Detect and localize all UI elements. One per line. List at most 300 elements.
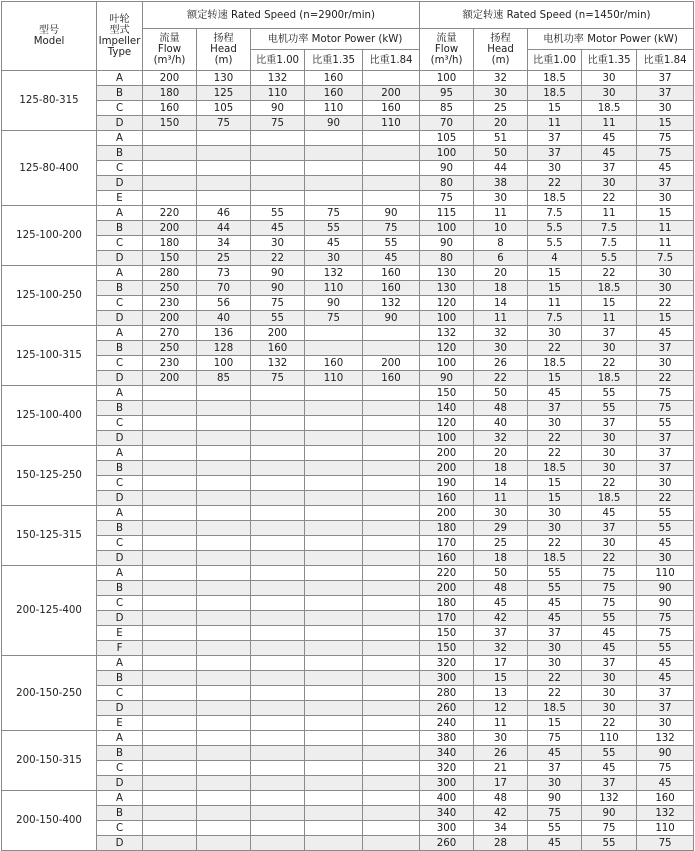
power-ratio-100-cell-1450: 18.5 — [528, 701, 582, 716]
power-ratio-135-cell-1450: 30 — [582, 86, 637, 101]
head-cell-2900: 70 — [197, 281, 251, 296]
power-ratio-100-cell-2900 — [251, 746, 305, 761]
impeller-type-cell: D — [97, 491, 143, 506]
power-ratio-184-cell-1450: 30 — [637, 716, 694, 731]
power-ratio-135-cell-2900 — [305, 476, 363, 491]
model-name-cell: 125-80-400 — [2, 131, 97, 206]
head-cell-2900 — [197, 806, 251, 821]
power-ratio-135-cell-2900 — [305, 326, 363, 341]
power-ratio-184-cell-1450: 37 — [637, 341, 694, 356]
head-cell-2900 — [197, 461, 251, 476]
power-ratio-135-cell-1450: 110 — [582, 731, 637, 746]
impeller-type-cell: C — [97, 236, 143, 251]
flow-header-en: Flow — [434, 44, 459, 55]
power-ratio-135-cell-2900: 110 — [305, 101, 363, 116]
power-ratio-184-cell-2900 — [363, 446, 420, 461]
flow-cell-2900 — [143, 431, 197, 446]
head-cell-1450: 48 — [474, 401, 528, 416]
power-ratio-100-cell-2900 — [251, 506, 305, 521]
flow-cell-1450: 80 — [420, 176, 474, 191]
impeller-type-cell: C — [97, 476, 143, 491]
head-cell-1450: 48 — [474, 581, 528, 596]
power-ratio-184-cell-1450: 30 — [637, 356, 694, 371]
table-row — [2, 776, 694, 791]
power-ratio-135-cell-2900 — [305, 131, 363, 146]
power-ratio-184-cell-1450: 30 — [637, 281, 694, 296]
flow-cell-2900: 270 — [143, 326, 197, 341]
power-ratio-135-cell-1450: 75 — [582, 566, 637, 581]
head-cell-2900: 128 — [197, 341, 251, 356]
power-ratio-100-cell-2900 — [251, 761, 305, 776]
table-row — [2, 731, 694, 746]
head-header-zh: 扬程 — [490, 33, 511, 44]
table-row — [2, 551, 694, 566]
power-ratio-100-cell-2900 — [251, 386, 305, 401]
power-ratio-184-cell-1450: 37 — [637, 71, 694, 86]
impeller-type-cell: B — [97, 461, 143, 476]
flow-cell-1450: 170 — [420, 536, 474, 551]
power-ratio-135-cell-2900 — [305, 551, 363, 566]
flow-cell-2900: 250 — [143, 281, 197, 296]
table-row — [2, 836, 694, 851]
model-header-zh: 型号 — [38, 25, 60, 36]
power-ratio-184-cell-2900 — [363, 566, 420, 581]
power-ratio-100-cell-1450: 15 — [528, 266, 582, 281]
table-row — [2, 266, 694, 281]
head-cell-2900 — [197, 791, 251, 806]
impeller-type-cell: D — [97, 611, 143, 626]
head-header-2900 — [197, 29, 251, 71]
flow-cell-1450: 100 — [420, 71, 474, 86]
head-cell-2900 — [197, 596, 251, 611]
power-ratio-100-cell-2900 — [251, 836, 305, 851]
flow-cell-2900: 250 — [143, 341, 197, 356]
power-ratio-100-cell-1450: 7.5 — [528, 311, 582, 326]
table-row — [2, 176, 694, 191]
power-ratio-135-cell-2900 — [305, 791, 363, 806]
power-ratio-100-cell-2900 — [251, 731, 305, 746]
impeller-type-cell: C — [97, 686, 143, 701]
power-ratio-100-cell-1450: 22 — [528, 176, 582, 191]
power-ratio-135-cell-1450: 45 — [582, 641, 637, 656]
impeller-type-cell: B — [97, 521, 143, 536]
power-ratio-135-cell-1450: 22 — [582, 266, 637, 281]
table-row — [2, 746, 694, 761]
power-ratio-184-cell-2900: 160 — [363, 266, 420, 281]
flow-cell-2900 — [143, 716, 197, 731]
flow-cell-1450: 140 — [420, 401, 474, 416]
power-ratio-184-cell-2900 — [363, 551, 420, 566]
power-ratio-184-cell-2900: 75 — [363, 221, 420, 236]
table-row — [2, 521, 694, 536]
table-row — [2, 611, 694, 626]
power-ratio-135-cell-1450: 55 — [582, 836, 637, 851]
power-ratio-135-cell-2900 — [305, 686, 363, 701]
power-ratio-135-cell-2900 — [305, 701, 363, 716]
power-ratio-100-cell-2900 — [251, 716, 305, 731]
power-ratio-135-cell-2900 — [305, 596, 363, 611]
flow-cell-2900 — [143, 386, 197, 401]
head-cell-1450: 25 — [474, 536, 528, 551]
power-ratio-100-cell-1450: 37 — [528, 626, 582, 641]
power-ratio-135-cell-1450: 90 — [582, 806, 637, 821]
flow-cell-2900 — [143, 671, 197, 686]
table-row — [2, 506, 694, 521]
table-row — [2, 626, 694, 641]
impeller-type-cell: D — [97, 551, 143, 566]
head-cell-1450: 48 — [474, 791, 528, 806]
pump-performance-table — [1, 1, 694, 851]
power-ratio-135-cell-1450: 45 — [582, 626, 637, 641]
power-ratio-184-cell-1450: 45 — [637, 656, 694, 671]
power-ratio-184-cell-1450: 75 — [637, 836, 694, 851]
head-header-en: Head — [210, 44, 237, 55]
power-ratio-135-cell-2900 — [305, 386, 363, 401]
head-cell-2900 — [197, 431, 251, 446]
flow-cell-1450: 180 — [420, 596, 474, 611]
impeller-type-cell: A — [97, 566, 143, 581]
flow-cell-1450: 90 — [420, 236, 474, 251]
power-ratio-135-cell-2900 — [305, 581, 363, 596]
flow-cell-1450: 80 — [420, 251, 474, 266]
power-ratio-100-cell-2900: 55 — [251, 206, 305, 221]
power-ratio-184-cell-2900 — [363, 431, 420, 446]
head-cell-1450: 18 — [474, 461, 528, 476]
power-ratio-184-cell-2900 — [363, 326, 420, 341]
power-ratio-135-cell-2900 — [305, 146, 363, 161]
power-ratio-100-cell-2900 — [251, 131, 305, 146]
impeller-type-cell: D — [97, 311, 143, 326]
power-ratio-184-cell-1450: 45 — [637, 161, 694, 176]
flow-cell-2900 — [143, 416, 197, 431]
flow-cell-2900 — [143, 596, 197, 611]
power-ratio-135-cell-2900: 160 — [305, 71, 363, 86]
power-ratio-135-cell-1450: 30 — [582, 701, 637, 716]
table-body — [2, 71, 694, 851]
power-ratio-135-cell-1450: 30 — [582, 341, 637, 356]
power-ratio-184-cell-1450: 22 — [637, 296, 694, 311]
model-name-cell: 150-125-315 — [2, 506, 97, 566]
table-row — [2, 311, 694, 326]
head-cell-1450: 21 — [474, 761, 528, 776]
power-ratio-100-cell-2900: 90 — [251, 266, 305, 281]
power-ratio-184-cell-1450: 55 — [637, 641, 694, 656]
head-cell-2900: 46 — [197, 206, 251, 221]
power-ratio-100-cell-2900: 110 — [251, 86, 305, 101]
power-ratio-100-cell-2900 — [251, 791, 305, 806]
power-ratio-184-cell-1450: 15 — [637, 116, 694, 131]
power-ratio-184-cell-1450: 30 — [637, 551, 694, 566]
head-cell-1450: 30 — [474, 341, 528, 356]
power-ratio-135-cell-2900: 55 — [305, 221, 363, 236]
power-ratio-100-cell-2900 — [251, 581, 305, 596]
head-cell-1450: 20 — [474, 446, 528, 461]
speed-2900-header: 额定转速 Rated Speed (n=2900r/min) — [143, 2, 420, 29]
power-ratio-100-cell-2900 — [251, 701, 305, 716]
power-ratio-100-cell-1450: 4 — [528, 251, 582, 266]
flow-cell-1450: 320 — [420, 761, 474, 776]
power-ratio-100-cell-1450: 5.5 — [528, 236, 582, 251]
table-row — [2, 581, 694, 596]
head-cell-2900 — [197, 821, 251, 836]
power-ratio-135-cell-2900: 110 — [305, 371, 363, 386]
power-ratio-184-cell-2900: 110 — [363, 116, 420, 131]
power-ratio-135-cell-1450: 37 — [582, 656, 637, 671]
flow-cell-2900 — [143, 686, 197, 701]
power-ratio-135-cell-2900: 160 — [305, 356, 363, 371]
power-ratio-135-cell-2900 — [305, 446, 363, 461]
flow-cell-2900 — [143, 656, 197, 671]
power-ratio-100-cell-1450: 45 — [528, 611, 582, 626]
flow-cell-2900 — [143, 821, 197, 836]
head-cell-2900 — [197, 416, 251, 431]
power-ratio-184-cell-2900 — [363, 521, 420, 536]
power-ratio-184-cell-2900 — [363, 761, 420, 776]
flow-cell-1450: 150 — [420, 641, 474, 656]
head-cell-1450: 12 — [474, 701, 528, 716]
power-ratio-184-cell-1450: 30 — [637, 266, 694, 281]
head-cell-1450: 22 — [474, 371, 528, 386]
flow-cell-2900 — [143, 161, 197, 176]
model-name-cell: 150-125-250 — [2, 446, 97, 506]
power-ratio-184-cell-1450: 37 — [637, 431, 694, 446]
power-ratio-135-cell-2900: 132 — [305, 266, 363, 281]
power-ratio-184-cell-2900 — [363, 386, 420, 401]
flow-cell-1450: 120 — [420, 416, 474, 431]
power-ratio-135-cell-1450: 37 — [582, 521, 637, 536]
power-ratio-135-cell-2900 — [305, 491, 363, 506]
impeller-type-cell: B — [97, 671, 143, 686]
power-ratio-135-cell-1450: 18.5 — [582, 281, 637, 296]
power-ratio-135-cell-2900 — [305, 806, 363, 821]
power-ratio-184-cell-2900: 45 — [363, 251, 420, 266]
power-ratio-135-cell-2900 — [305, 416, 363, 431]
power-ratio-100-cell-2900 — [251, 146, 305, 161]
power-ratio-135-cell-1450: 22 — [582, 476, 637, 491]
flow-cell-1450: 400 — [420, 791, 474, 806]
impeller-type-cell: E — [97, 716, 143, 731]
impeller-type-cell: C — [97, 161, 143, 176]
power-ratio-100-cell-2900: 200 — [251, 326, 305, 341]
impeller-header-en-1: Impeller — [98, 36, 141, 47]
power-ratio-135-cell-2900 — [305, 536, 363, 551]
flow-cell-1450: 100 — [420, 221, 474, 236]
head-cell-1450: 18 — [474, 281, 528, 296]
table-row — [2, 566, 694, 581]
power-ratio-184-cell-2900 — [363, 176, 420, 191]
impeller-type-cell: A — [97, 386, 143, 401]
flow-cell-1450: 300 — [420, 776, 474, 791]
power-ratio-100-cell-1450: 22 — [528, 446, 582, 461]
power-ratio-184-cell-1450: 37 — [637, 446, 694, 461]
table-row — [2, 491, 694, 506]
table-row — [2, 446, 694, 461]
table-row — [2, 641, 694, 656]
table-row — [2, 401, 694, 416]
power-ratio-100-cell-2900 — [251, 806, 305, 821]
flow-header-unit: (m³/h) — [153, 55, 186, 66]
flow-cell-1450: 150 — [420, 386, 474, 401]
power-ratio-135-cell-1450: 55 — [582, 611, 637, 626]
head-cell-1450: 14 — [474, 296, 528, 311]
power-ratio-184-cell-2900: 160 — [363, 371, 420, 386]
power-ratio-184-cell-1450: 37 — [637, 86, 694, 101]
power-ratio-100-cell-1450: 90 — [528, 791, 582, 806]
impeller-type-cell: B — [97, 401, 143, 416]
power-ratio-100-cell-1450: 22 — [528, 431, 582, 446]
flow-cell-2900 — [143, 506, 197, 521]
head-cell-1450: 11 — [474, 311, 528, 326]
power-ratio-100-cell-2900 — [251, 491, 305, 506]
head-cell-2900 — [197, 401, 251, 416]
power-ratio-135-cell-1450: 11 — [582, 116, 637, 131]
head-cell-2900 — [197, 716, 251, 731]
flow-cell-2900 — [143, 536, 197, 551]
power-ratio-184-cell-2900 — [363, 506, 420, 521]
power-ratio-184-cell-2900 — [363, 611, 420, 626]
head-cell-1450: 42 — [474, 611, 528, 626]
power-ratio-135-cell-2900 — [305, 566, 363, 581]
power-ratio-184-cell-1450: 22 — [637, 491, 694, 506]
power-ratio-135-cell-2900 — [305, 641, 363, 656]
power-ratio-135-cell-1450: 37 — [582, 326, 637, 341]
table-row — [2, 206, 694, 221]
power-ratio-135-cell-1450: 30 — [582, 446, 637, 461]
power-ratio-184-cell-2900 — [363, 581, 420, 596]
power-ratio-135-cell-1450: 30 — [582, 461, 637, 476]
power-ratio-100-cell-2900: 75 — [251, 116, 305, 131]
table-row — [2, 191, 694, 206]
model-name-cell: 200-125-400 — [2, 566, 97, 656]
head-cell-2900: 125 — [197, 86, 251, 101]
head-cell-1450: 25 — [474, 101, 528, 116]
flow-cell-2900: 220 — [143, 206, 197, 221]
power-ratio-100-cell-2900 — [251, 161, 305, 176]
table-row — [2, 761, 694, 776]
head-cell-1450: 34 — [474, 821, 528, 836]
power-ratio-135-cell-2900: 45 — [305, 236, 363, 251]
head-cell-2900 — [197, 746, 251, 761]
head-cell-1450: 11 — [474, 491, 528, 506]
power-ratio-135-cell-2900 — [305, 461, 363, 476]
power-ratio-100-cell-1450: 45 — [528, 596, 582, 611]
power-ratio-184-cell-1450: 55 — [637, 521, 694, 536]
power-ratio-135-cell-1450: 132 — [582, 791, 637, 806]
impeller-header-en-2: Type — [107, 47, 132, 58]
head-cell-2900 — [197, 701, 251, 716]
flow-cell-1450: 100 — [420, 431, 474, 446]
power-ratio-184-cell-2900 — [363, 821, 420, 836]
impeller-column-header — [97, 2, 143, 71]
flow-cell-1450: 240 — [420, 716, 474, 731]
power-ratio-135-cell-2900 — [305, 161, 363, 176]
flow-cell-2900: 150 — [143, 116, 197, 131]
power-ratio-135-cell-2900 — [305, 191, 363, 206]
power-ratio-135-cell-1450: 18.5 — [582, 101, 637, 116]
power-ratio-100-cell-2900: 30 — [251, 236, 305, 251]
power-ratio-184-cell-2900: 160 — [363, 281, 420, 296]
power-ratio-135-cell-1450: 55 — [582, 401, 637, 416]
flow-cell-1450: 150 — [420, 626, 474, 641]
power-ratio-184-cell-2900 — [363, 836, 420, 851]
power-ratio-135-cell-1450: 37 — [582, 416, 637, 431]
impeller-type-cell: A — [97, 506, 143, 521]
power-ratio-184-cell-1450: 37 — [637, 701, 694, 716]
power-ratio-184-cell-2900 — [363, 491, 420, 506]
power-ratio-184-cell-1450: 90 — [637, 596, 694, 611]
impeller-type-cell: B — [97, 341, 143, 356]
power-ratio-135-cell-2900: 90 — [305, 296, 363, 311]
table-row — [2, 146, 694, 161]
power-ratio-100-cell-1450: 30 — [528, 416, 582, 431]
motor-power-header-2900: 电机功率 Motor Power (kW) — [251, 29, 420, 50]
power-ratio-100-cell-1450: 30 — [528, 506, 582, 521]
power-ratio-184-cell-2900 — [363, 716, 420, 731]
power-ratio-100-cell-2900: 22 — [251, 251, 305, 266]
power-ratio-184-cell-2900: 200 — [363, 356, 420, 371]
power-ratio-184-cell-2900 — [363, 71, 420, 86]
impeller-type-cell: D — [97, 176, 143, 191]
power-ratio-184-cell-1450: 45 — [637, 326, 694, 341]
power-ratio-100-cell-2900: 75 — [251, 371, 305, 386]
power-ratio-135-cell-1450: 22 — [582, 551, 637, 566]
head-cell-2900 — [197, 536, 251, 551]
head-cell-1450: 11 — [474, 716, 528, 731]
flow-header-2900 — [143, 29, 197, 71]
power-ratio-100-cell-1450: 30 — [528, 521, 582, 536]
table-row — [2, 281, 694, 296]
power-ratio-184-cell-2900 — [363, 656, 420, 671]
flow-cell-2900 — [143, 566, 197, 581]
power-ratio-184-cell-1450: 90 — [637, 581, 694, 596]
table-row — [2, 596, 694, 611]
head-cell-2900 — [197, 776, 251, 791]
model-name-cell: 125-100-250 — [2, 266, 97, 326]
power-ratio-100-cell-1450: 15 — [528, 101, 582, 116]
flow-cell-1450: 280 — [420, 686, 474, 701]
power-ratio-135-cell-1450: 45 — [582, 761, 637, 776]
flow-cell-1450: 75 — [420, 191, 474, 206]
model-header-en: Model — [33, 36, 65, 47]
head-cell-2900 — [197, 686, 251, 701]
table-row — [2, 806, 694, 821]
flow-cell-1450: 95 — [420, 86, 474, 101]
impeller-type-cell: D — [97, 836, 143, 851]
power-ratio-135-cell-2900 — [305, 776, 363, 791]
head-cell-2900 — [197, 836, 251, 851]
flow-header-en: Flow — [157, 44, 182, 55]
impeller-type-cell: A — [97, 266, 143, 281]
power-ratio-135-cell-2900 — [305, 401, 363, 416]
power-ratio-184-cell-1450: 75 — [637, 761, 694, 776]
head-cell-2900 — [197, 191, 251, 206]
power-ratio-184-cell-2900 — [363, 626, 420, 641]
head-cell-2900 — [197, 491, 251, 506]
power-ratio-184-cell-1450: 110 — [637, 566, 694, 581]
head-cell-1450: 17 — [474, 656, 528, 671]
head-cell-2900: 105 — [197, 101, 251, 116]
power-ratio-135-cell-1450: 45 — [582, 506, 637, 521]
flow-cell-2900 — [143, 776, 197, 791]
table-row — [2, 341, 694, 356]
power-ratio-135-cell-1450: 15 — [582, 296, 637, 311]
flow-cell-1450: 90 — [420, 161, 474, 176]
head-cell-1450: 26 — [474, 746, 528, 761]
power-ratio-135-cell-2900 — [305, 671, 363, 686]
power-ratio-100-cell-1450: 18.5 — [528, 461, 582, 476]
impeller-type-cell: A — [97, 206, 143, 221]
flow-cell-2900 — [143, 176, 197, 191]
